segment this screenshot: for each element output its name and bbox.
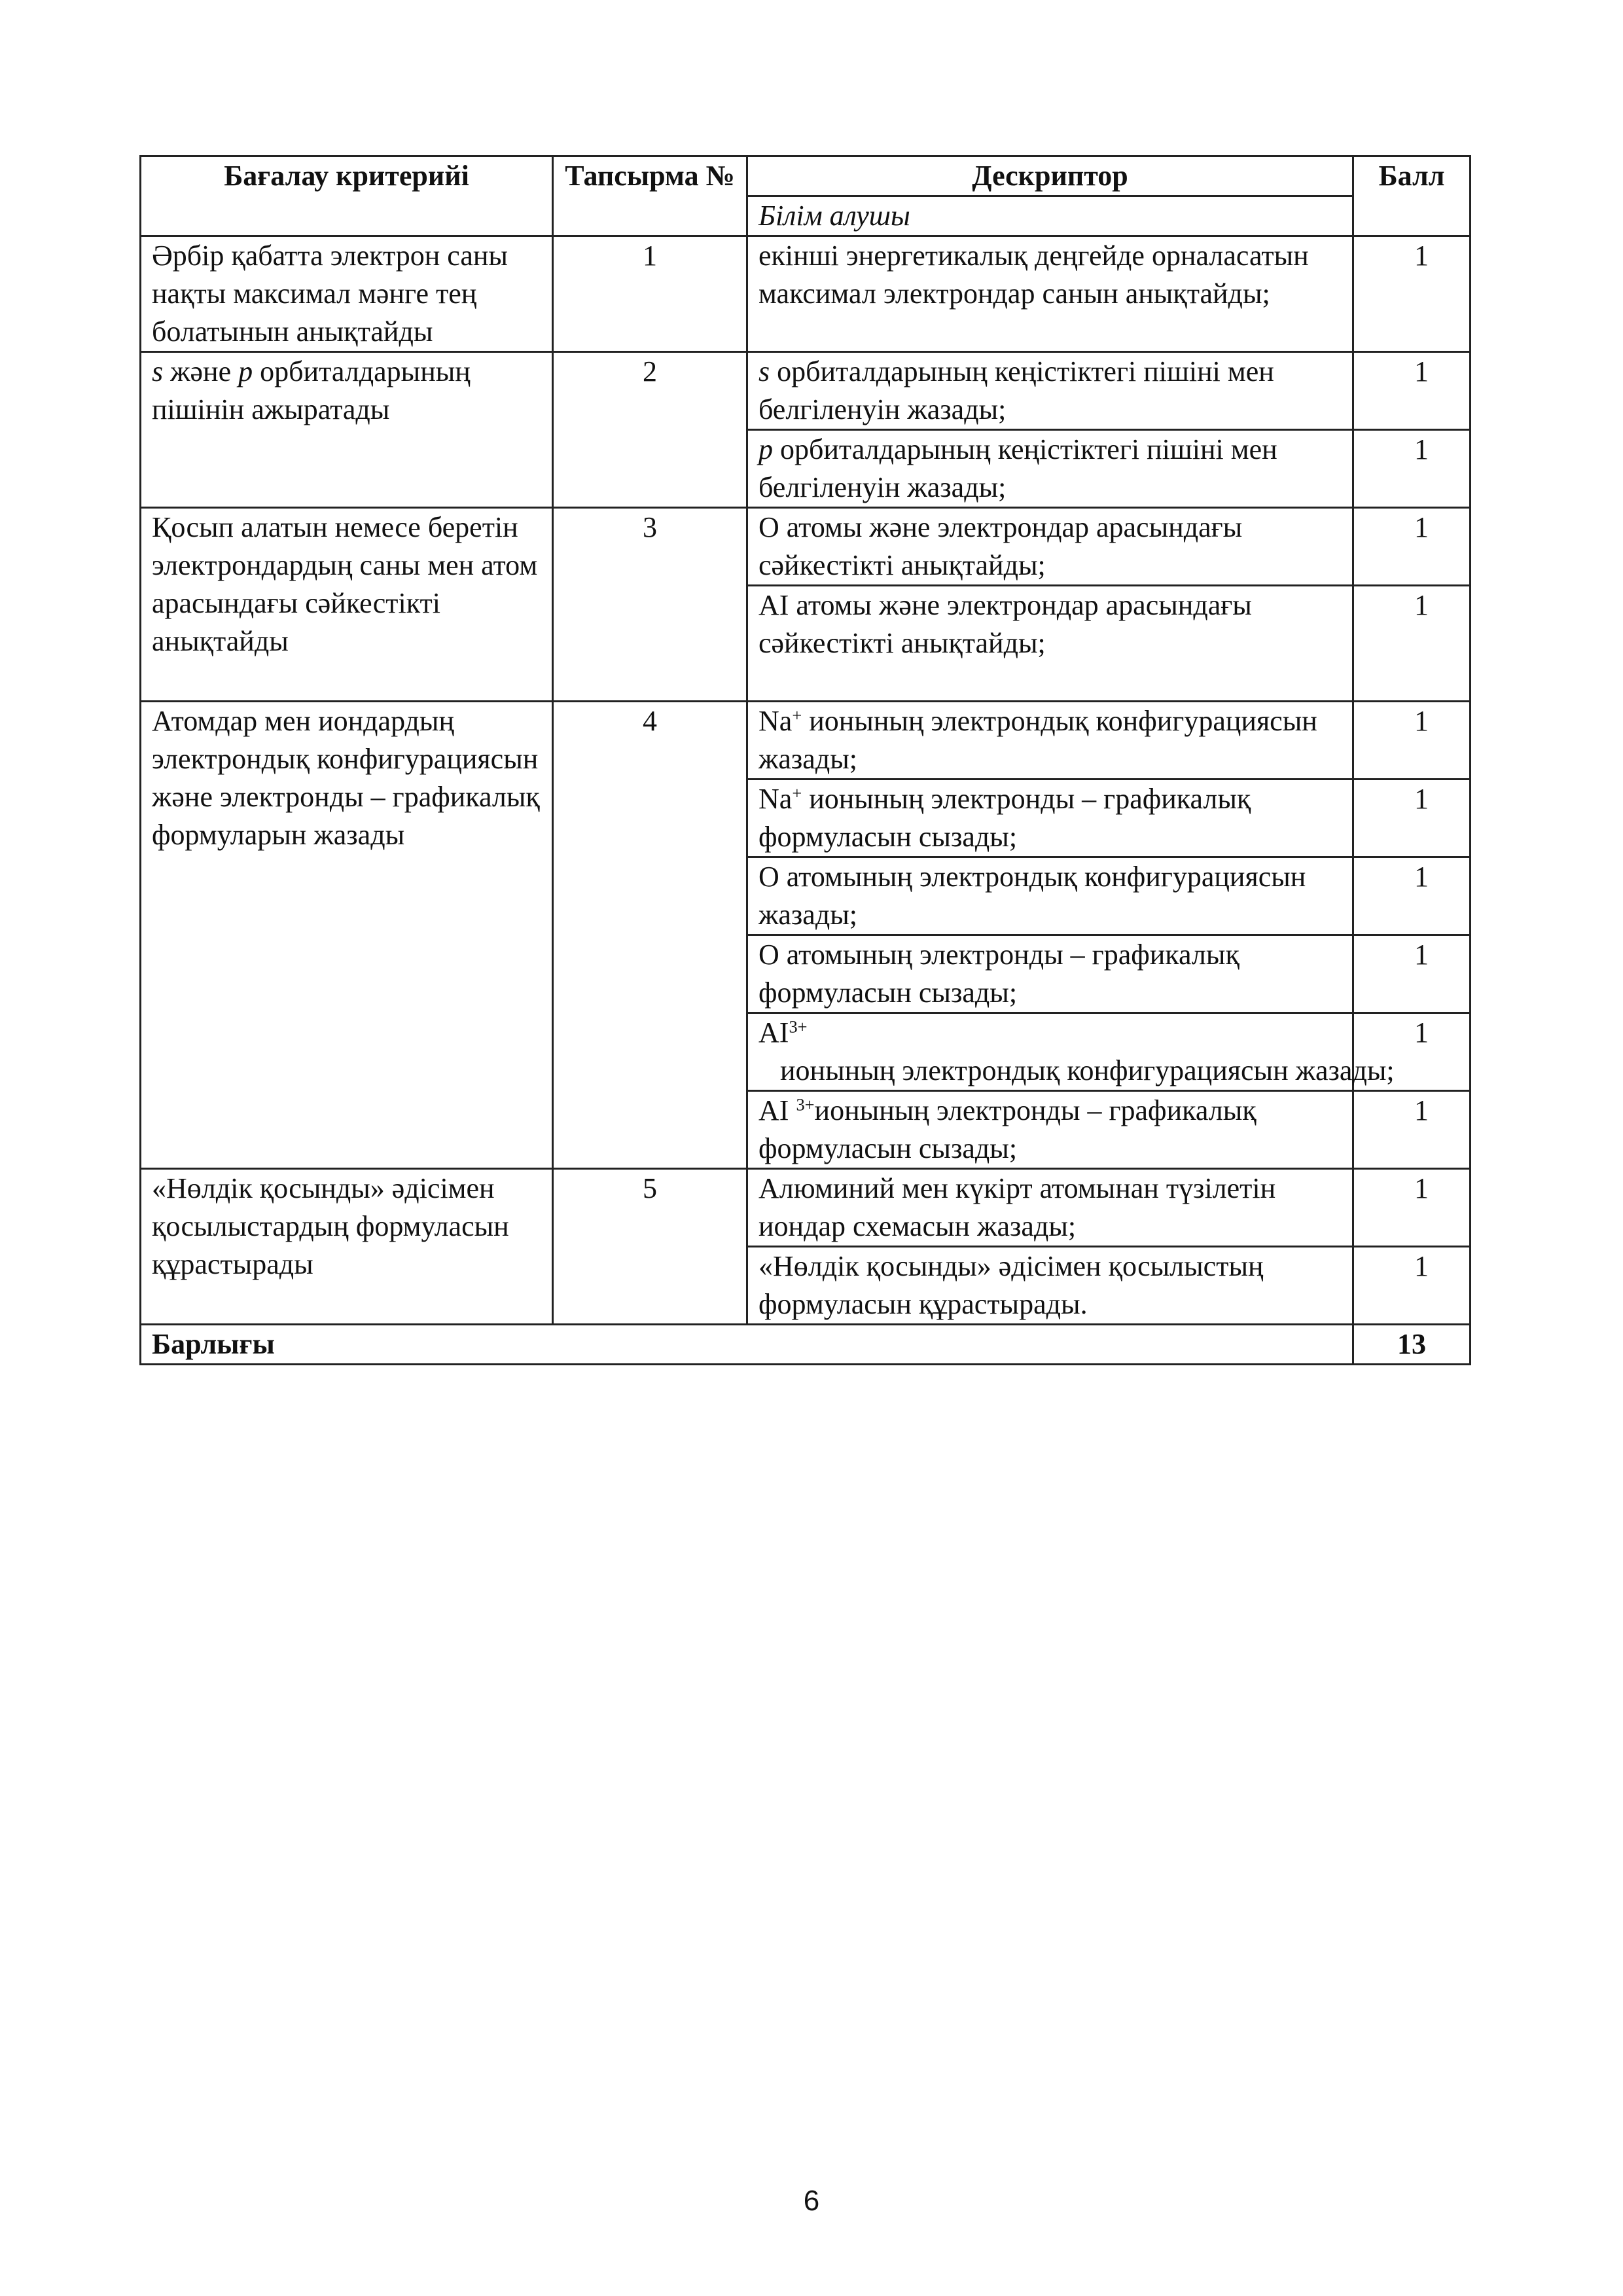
task-number-cell: 3 <box>553 508 747 702</box>
score-cell: 1 <box>1353 352 1471 430</box>
table-row <box>141 236 1471 352</box>
score-cell: 1 <box>1353 1169 1471 1247</box>
descriptor-cell: О атомының электронды – графикалық формуласын сызады; <box>747 935 1353 1013</box>
table-row <box>141 352 1471 430</box>
descriptor-cell: AI атомы және электрондар арасындағы сәйкестікті анықтайды; <box>747 586 1353 702</box>
score-cell: 1 <box>1353 702 1471 780</box>
table-row <box>141 702 1471 780</box>
criterion-cell: Атомдар мен иондардың электрондық конфигурациясын және электронды – графикалық формуларын жазады <box>141 702 553 1169</box>
header-task-no: Тапсырма № <box>553 156 747 236</box>
header-descriptor-sub: Білім алушы <box>747 196 1353 236</box>
criterion-cell: «Нөлдік қосынды» әдісімен қосылыстардың формуласын құрастырады <box>141 1169 553 1325</box>
table-row <box>141 508 1471 586</box>
descriptor-cell: Алюминий мен күкірт атомынан түзілетін иондар схемасын жазады; <box>747 1169 1353 1247</box>
score-cell: 1 <box>1353 1013 1471 1091</box>
task-number-cell: 5 <box>553 1169 747 1325</box>
total-row <box>141 1325 1471 1365</box>
page-number: 6 <box>803 2185 820 2217</box>
descriptor-cell: AI $^{3+}$ионының электронды – графикалық формуласын сызады; <box>747 1091 1353 1169</box>
descriptor-cell: Na+ ионының электронды – графикалық формуласын сызады; <box>747 780 1353 857</box>
task-number-cell: 4 <box>553 702 747 1169</box>
criterion-cell: s және p орбиталдарының пішінін ажыратады <box>141 352 553 508</box>
table-row <box>141 1169 1471 1247</box>
header-score: Балл <box>1353 156 1471 236</box>
score-cell: 1 <box>1353 935 1471 1013</box>
descriptor-cell: «Нөлдік қосынды» әдісімен қосылыстың формуласын құрастырады. <box>747 1247 1353 1325</box>
descriptor-cell: s орбиталдарының кеңістіктегі пішіні мен белгіленуін жазады; <box>747 352 1353 430</box>
score-cell: 1 <box>1353 508 1471 586</box>
score-cell: 1 <box>1353 857 1471 935</box>
score-cell: 1 <box>1353 236 1471 352</box>
score-cell: 1 <box>1353 586 1471 702</box>
task-number-cell: 2 <box>553 352 747 508</box>
descriptor-cell: $AI^{3+}$ ионының электрондық конфигурациясын жазады; <box>747 1013 1353 1091</box>
total-label: Барлығы <box>141 1325 1353 1365</box>
score-cell: 1 <box>1353 430 1471 508</box>
score-cell: 1 <box>1353 1091 1471 1169</box>
descriptor-cell: p орбиталдарының кеңістіктегі пішіні мен белгіленуін жазады; <box>747 430 1353 508</box>
total-value: 13 <box>1353 1325 1471 1365</box>
score-cell: 1 <box>1353 780 1471 857</box>
task-number-cell: 1 <box>553 236 747 352</box>
score-cell: 1 <box>1353 1247 1471 1325</box>
descriptor-cell: О атомының электрондық конфигурациясын жазады; <box>747 857 1353 935</box>
descriptor-cell: Na+ ионының электрондық конфигурациясын жазады; <box>747 702 1353 780</box>
header-criterion: Бағалау критерийі <box>141 156 553 236</box>
header-descriptor: Дескриптор <box>747 156 1353 196</box>
criterion-cell: Қосып алатын немесе беретін электрондардың саны мен атом арасындағы сәйкестікті анықтайды <box>141 508 553 702</box>
descriptor-cell: О атомы және электрондар арасындағы сәйкестікті анықтайды; <box>747 508 1353 586</box>
header-row <box>141 156 1471 196</box>
rubric-table <box>139 155 1471 1365</box>
criterion-cell: Әрбір қабатта электрон саны нақты максимал мәнге тең болатынын анықтайды <box>141 236 553 352</box>
descriptor-cell: екінші энергетикалық деңгейде орналасатын максимал электрондар санын анықтайды; <box>747 236 1353 352</box>
